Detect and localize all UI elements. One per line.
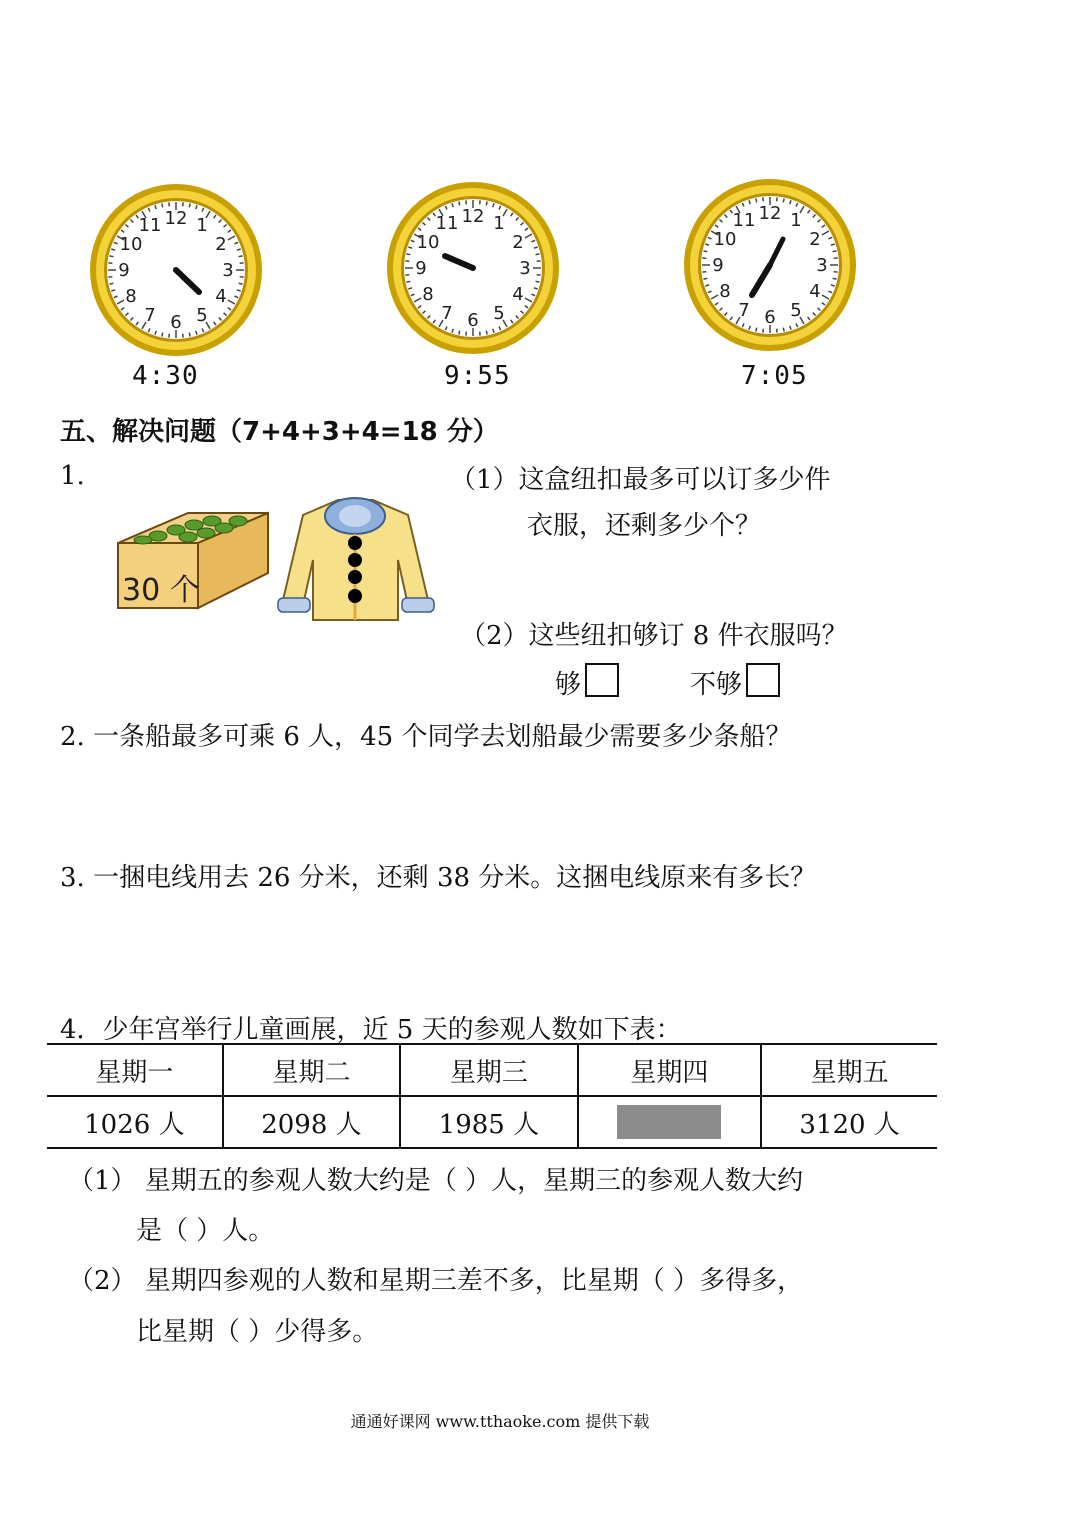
clock-face-3 (680, 175, 860, 355)
clock-tick (783, 198, 784, 202)
question-1-number: 1. (60, 461, 85, 491)
answer-option-not-enough (690, 663, 780, 701)
table-cell: 2098 人 (223, 1096, 400, 1148)
clock-number: 3 (519, 258, 531, 279)
clock-tick (486, 201, 487, 205)
answer-option-enough-label: 够 (555, 670, 582, 700)
button-box-illustration (108, 508, 273, 628)
clock-number: 11 (435, 212, 459, 234)
clock-tick (833, 278, 837, 279)
table-cell: 3120 人 (761, 1096, 937, 1148)
clock-tick (703, 278, 707, 279)
clock-number: 7 (144, 305, 156, 327)
clock-number: 5 (493, 303, 505, 325)
clock-number: 10 (119, 234, 143, 255)
clock-tick (756, 198, 757, 202)
clock-tick (459, 331, 460, 335)
clock-number: 8 (125, 286, 137, 307)
clock-tick (703, 251, 707, 252)
clock-number: 11 (138, 214, 162, 236)
clock-number: 3 (816, 255, 828, 276)
button-dot (348, 589, 362, 603)
clock-number: 9 (712, 255, 724, 276)
table-cell: 1026 人 (47, 1096, 223, 1148)
table-header-cell: 星期三 (400, 1044, 577, 1096)
question-2: 2. 一条船最多可乘 6 人，45 个同学去划船最少需要多少条船？ (60, 722, 792, 752)
question-4-sub-1-line-1: （1） 星期五的参观人数大约是（ ）人，星期三的参观人数大约 (68, 1166, 804, 1196)
clock-tick (459, 201, 460, 205)
clock-tick (756, 328, 757, 332)
clock-number: 4 (512, 284, 524, 305)
clock-tick (239, 283, 243, 284)
button-dot (348, 553, 362, 567)
question-4: 4．少年宫举行儿童画展，近 5 天的参观人数如下表： (60, 1015, 682, 1045)
question-3: 3. 一捆电线用去 26 分米，还剩 38 分米。这捆电线原来有多长？ (60, 863, 817, 893)
clock-number: 1 (493, 212, 505, 234)
clock-tick (406, 281, 410, 282)
question-4-sub-1-line-2: 是（ ）人。 (136, 1216, 275, 1246)
clock-number: 1 (790, 209, 802, 231)
clock-number: 4 (215, 286, 227, 307)
clock-tick (406, 254, 410, 255)
jacket-illustration (268, 490, 443, 625)
clock-number: 6 (170, 312, 182, 333)
clock-time-label-3: 7:05 (741, 361, 808, 391)
clock-time-label-2: 9:55 (444, 361, 511, 391)
question-1-part-1-line-2: 衣服，还剩多少个？ (527, 511, 762, 541)
clock-tick (109, 283, 113, 284)
table-header-cell: 星期四 (578, 1044, 762, 1096)
clock-number: 6 (467, 310, 479, 331)
clock-number: 10 (416, 232, 440, 253)
clock-face-1 (86, 180, 266, 360)
clock-number: 9 (118, 260, 130, 281)
table-header-row (47, 1044, 937, 1096)
visitor-table (47, 1043, 937, 1149)
clock-face-2 (383, 178, 563, 358)
table-cell: 1985 人 (400, 1096, 577, 1148)
button-dot (348, 570, 362, 584)
table-header-cell: 星期五 (761, 1044, 937, 1096)
clock-number: 5 (196, 305, 208, 327)
clock-number: 12 (758, 203, 782, 224)
clock-number: 8 (422, 284, 434, 305)
clock-tick (189, 203, 190, 207)
clock-time-label-1: 4:30 (132, 361, 199, 391)
clock-number: 12 (164, 208, 188, 229)
clock-number: 5 (790, 300, 802, 322)
clock-number: 4 (809, 281, 821, 302)
question-4-sub-2-line-2: 比星期（ ）少得多。 (136, 1317, 379, 1347)
question-1-part-2: （2）这些纽扣够订 8 件衣服吗？ (460, 621, 848, 651)
section-title: 五、解决问题（7+4+3+4=18 分） (60, 417, 499, 447)
answer-option-enough (555, 663, 619, 701)
clock-number: 7 (738, 300, 750, 322)
clock-number: 1 (196, 214, 208, 236)
clock-number: 10 (713, 229, 737, 250)
clock-tick (833, 251, 837, 252)
answer-option-not-enough-label: 不够 (690, 670, 743, 700)
clock-number: 2 (512, 232, 524, 253)
table-cell-hidden (578, 1096, 762, 1148)
clock-tick (783, 328, 784, 332)
clock-tick (536, 281, 540, 282)
clock-tick (486, 331, 487, 335)
footer-credit: 通通好课网 www.tthaoke.com 提供下载 (350, 1412, 650, 1431)
question-4-sub-2-line-1: （2） 星期四参观的人数和星期三差不多，比星期（ ）多得多， (68, 1266, 804, 1296)
button-dot (348, 536, 362, 550)
clock-number: 11 (732, 209, 756, 231)
clock-number: 6 (764, 307, 776, 328)
table-row (47, 1096, 937, 1148)
table-header-cell: 星期一 (47, 1044, 223, 1096)
clock-number: 3 (222, 260, 234, 281)
clock-tick (109, 256, 113, 257)
clock-tick (162, 333, 163, 337)
answer-checkbox-enough[interactable] (585, 663, 619, 697)
answer-checkbox-not-enough[interactable] (746, 663, 780, 697)
clock-number: 2 (215, 234, 227, 255)
clock-tick (536, 254, 540, 255)
clock-number: 7 (441, 303, 453, 325)
box-quantity-label: 30 个 (122, 573, 200, 608)
clock-number: 2 (809, 229, 821, 250)
clock-tick (162, 203, 163, 207)
clock-number: 12 (461, 206, 485, 227)
clock-number: 9 (415, 258, 427, 279)
table-header-cell: 星期二 (223, 1044, 400, 1096)
redacted-value-block (617, 1105, 721, 1139)
clock-number: 8 (719, 281, 731, 302)
clock-tick (189, 333, 190, 337)
clock-tick (239, 256, 243, 257)
question-1-part-1-line-1: （1）这盒纽扣最多可以订多少件 (450, 465, 831, 495)
